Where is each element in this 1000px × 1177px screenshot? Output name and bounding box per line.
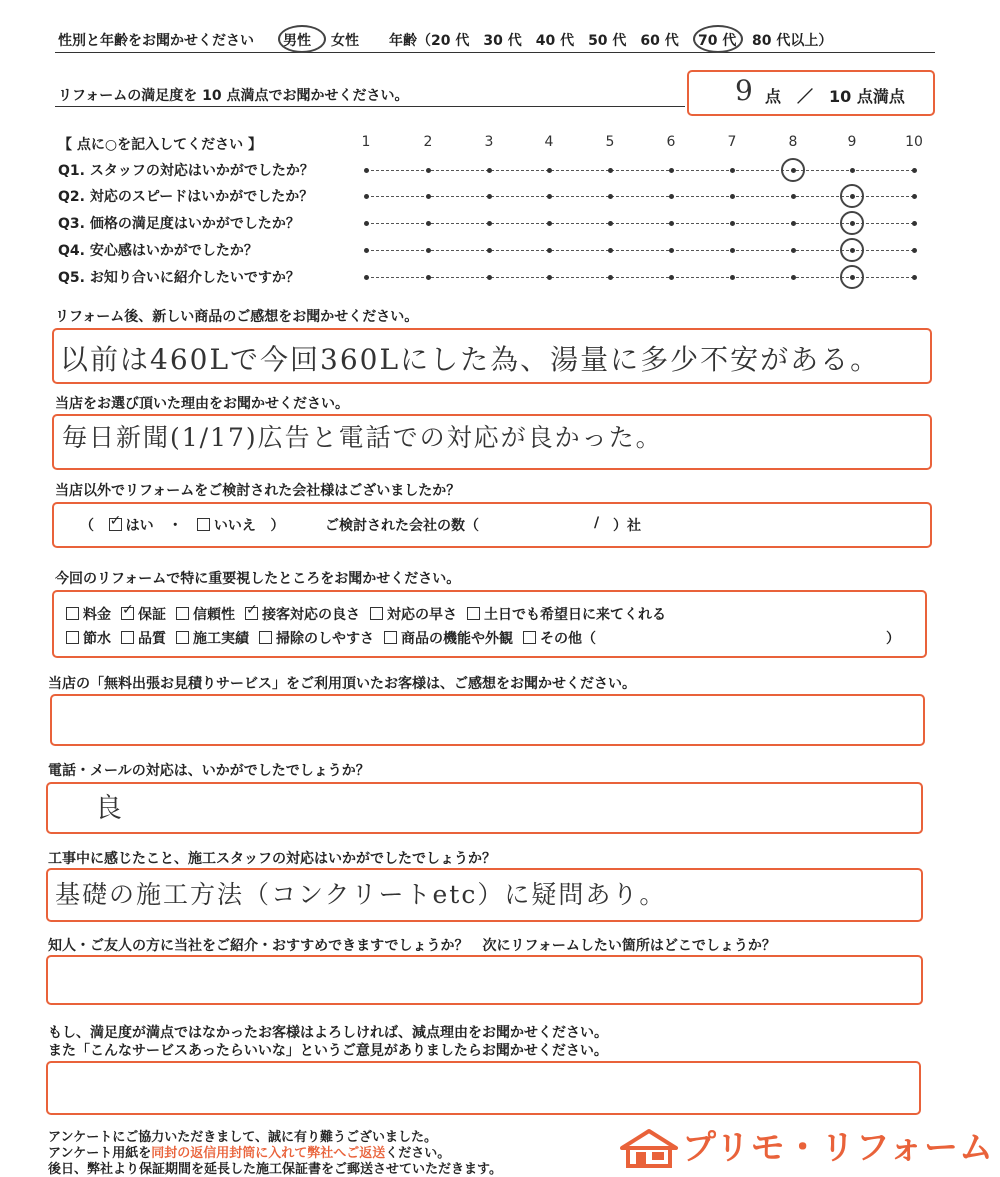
rating-dot[interactable] <box>608 248 613 253</box>
rating-dot[interactable] <box>791 194 796 199</box>
satisfaction-rule <box>55 106 685 107</box>
scale-tick-10: 10 <box>905 134 923 150</box>
rating-dot[interactable] <box>426 194 431 199</box>
rating-dot[interactable] <box>364 194 369 199</box>
priorities-row-2 <box>66 628 596 648</box>
gender-male: 男性 <box>283 33 311 49</box>
priority-option[interactable] <box>259 631 374 647</box>
rating-dot[interactable] <box>730 194 735 199</box>
checkbox-icon[interactable] <box>176 631 189 644</box>
priority-option[interactable] <box>66 607 111 623</box>
priority-option[interactable] <box>523 631 596 647</box>
rating-answer-circle-2 <box>840 184 864 208</box>
estimate-answer-box[interactable] <box>50 694 925 746</box>
priorities-other-close: ） <box>886 631 900 647</box>
priority-label: 施工実績 <box>193 631 249 647</box>
rating-dot[interactable] <box>912 221 917 226</box>
new-product-answer: 以前は460Lで今回360Lにした為、湯量に多少不安がある。 <box>60 343 881 376</box>
checkbox-icon[interactable] <box>523 631 536 644</box>
satisfaction-question: リフォームの満足度を 10 点満点でお聞かせください。 <box>58 88 409 104</box>
gender-male-circle <box>278 25 326 53</box>
rating-dot[interactable] <box>608 168 613 173</box>
gender-age-label: 性別と年齢をお聞かせください <box>58 33 254 49</box>
scale-tick-7: 7 <box>727 134 737 150</box>
brand-logo-text: プリモ・リフォーム <box>682 1128 994 1168</box>
scale-tick-9: 9 <box>847 134 857 150</box>
rating-dot[interactable] <box>487 221 492 226</box>
priority-option[interactable] <box>467 607 666 623</box>
rating-dot[interactable] <box>791 221 796 226</box>
scale-tick-6: 6 <box>666 134 676 150</box>
priority-label: 商品の機能や外観 <box>401 631 513 647</box>
phone-answer-box[interactable] <box>46 782 923 834</box>
age-options-rest: 80 代以上） <box>752 33 833 49</box>
checkbox-icon[interactable] <box>176 607 189 620</box>
rating-dot[interactable] <box>669 275 674 280</box>
construction-answer: 基礎の施工方法（コンクリートetc）に疑問あり。 <box>55 880 667 909</box>
scale-tick-2: 2 <box>423 134 433 150</box>
priorities-row-1 <box>66 604 666 624</box>
rating-dot[interactable] <box>669 248 674 253</box>
footer-return-highlight: 同封の返信用封筒に入れて弊社へご返送 <box>151 1146 386 1161</box>
checkbox-icon[interactable] <box>370 607 383 620</box>
rating-dot[interactable] <box>791 275 796 280</box>
rating-dot[interactable] <box>608 221 613 226</box>
footer-thanks: アンケートにご協力いただきまして、誠に有り難うございました。 <box>48 1130 437 1145</box>
priority-option[interactable] <box>66 631 111 647</box>
rating-dot[interactable] <box>426 275 431 280</box>
priority-label: 信頼性 <box>193 607 235 623</box>
reason-question: 当店をお選び頂いた理由をお聞かせください。 <box>55 396 349 412</box>
rating-question-1: Q1. スタッフの対応はいかがでしたか？ <box>58 163 314 179</box>
rating-dot[interactable] <box>487 275 492 280</box>
scale-tick-5: 5 <box>605 134 615 150</box>
priority-label: 接客対応の良さ <box>262 607 360 623</box>
yes-checkbox[interactable]: ✓ <box>109 513 122 529</box>
rating-dot[interactable] <box>850 168 855 173</box>
rating-question-3: Q3. 価格の満足度はいかがでしたか？ <box>58 216 300 232</box>
referral-question: 知人・ご友人の方に当社をご紹介・おすすめできますでしょうか？ 次にリフォームしたい箇所はどこでしょうか？ <box>48 938 776 954</box>
scale-tick-3: 3 <box>484 134 494 150</box>
rating-dot[interactable] <box>730 275 735 280</box>
no-checkbox[interactable] <box>197 518 210 531</box>
improvement-answer-box[interactable] <box>46 1061 921 1115</box>
rating-dot[interactable] <box>608 275 613 280</box>
yes-label: はい <box>125 518 154 534</box>
satisfaction-score-unit: 点 ／ 10 点満点 <box>765 87 905 106</box>
rating-line-1 <box>366 170 914 171</box>
rating-dot[interactable] <box>791 248 796 253</box>
rating-answer-circle-5 <box>840 265 864 289</box>
checkbox-icon[interactable] <box>121 631 134 644</box>
age-selected: 70 代 <box>698 33 737 49</box>
rating-dot[interactable] <box>547 194 552 199</box>
age-options: 年齢（20 代 30 代 40 代 50 代 60 代 <box>389 33 679 49</box>
priority-label: 料金 <box>83 607 111 623</box>
estimate-question: 当店の「無料出張お見積りサービス」をご利用頂いたお客様は、ご感想をお聞かせください。 <box>48 676 636 692</box>
rating-question-5: Q5. お知り合いに紹介したいですか？ <box>58 270 300 286</box>
checked-checkbox-icon[interactable]: ✓ <box>246 602 258 618</box>
rating-dot[interactable] <box>730 168 735 173</box>
reason-answer: 毎日新聞(1/17)広告と電話での対応が良かった。 <box>62 423 663 452</box>
rating-dot[interactable] <box>669 194 674 199</box>
rating-answer-circle-1 <box>781 158 805 182</box>
rating-dot[interactable] <box>487 194 492 199</box>
rating-dot[interactable] <box>730 248 735 253</box>
rating-question-4: Q4. 安心感はいかがでしたか？ <box>58 243 258 259</box>
footer-return: アンケート用紙を同封の返信用封筒に入れて弊社へご返送ください。 <box>48 1146 451 1161</box>
rating-dot[interactable] <box>912 194 917 199</box>
checkbox-icon[interactable] <box>259 631 272 644</box>
checkbox-icon[interactable] <box>66 607 79 620</box>
rating-dot[interactable] <box>608 194 613 199</box>
rating-dot[interactable] <box>547 275 552 280</box>
phone-question: 電話・メールの対応は、いかがでしたでしょうか？ <box>48 763 370 779</box>
rating-dot[interactable] <box>364 221 369 226</box>
rating-dot[interactable] <box>426 221 431 226</box>
company-count-suffix: ）社 <box>613 518 641 534</box>
priority-option[interactable] <box>384 631 513 647</box>
priority-option[interactable] <box>121 631 166 647</box>
referral-answer-box[interactable] <box>46 955 923 1005</box>
rating-line-5 <box>366 277 914 278</box>
priority-option[interactable] <box>176 607 235 623</box>
checked-checkbox-icon[interactable]: ✓ <box>122 602 134 618</box>
no-label: いいえ <box>213 518 256 534</box>
rating-dot[interactable] <box>547 248 552 253</box>
rating-dot[interactable] <box>364 275 369 280</box>
construction-question: 工事中に感じたこと、施工スタッフの対応はいかがでしたでしょうか？ <box>48 851 496 867</box>
priority-label: 節水 <box>83 631 111 647</box>
rating-dot[interactable] <box>426 248 431 253</box>
rating-dot[interactable] <box>487 248 492 253</box>
new-product-question: リフォーム後、新しい商品のご感想をお聞かせください。 <box>55 309 419 325</box>
rating-dot[interactable] <box>669 221 674 226</box>
priority-option[interactable] <box>121 602 166 623</box>
company-count-label: ご検討された会社の数（ <box>325 518 479 534</box>
checkbox-icon[interactable] <box>467 607 480 620</box>
rating-dot[interactable] <box>912 275 917 280</box>
other-companies-options: （ ✓ はい ・ いいえ ） <box>80 513 285 534</box>
priority-option[interactable] <box>370 607 457 623</box>
scale-tick-1: 1 <box>361 134 371 150</box>
priority-label: 掃除のしやすさ <box>276 631 374 647</box>
phone-answer: 良 <box>95 793 124 824</box>
rating-dot[interactable] <box>547 221 552 226</box>
rating-answer-circle-4 <box>840 238 864 262</box>
priorities-question: 今回のリフォームで特に重要視したところをお聞かせください。 <box>55 571 461 587</box>
gender-female: 女性 <box>331 33 359 49</box>
priority-option[interactable] <box>176 631 249 647</box>
improvement-question-1: もし、満足度が満点ではなかったお客様はよろしければ、減点理由をお聞かせください。 <box>48 1025 608 1041</box>
other-companies-question: 当店以外でリフォームをご検討された会社様はございましたか？ <box>55 483 461 499</box>
rating-line-3 <box>366 223 914 224</box>
rating-line-4 <box>366 250 914 251</box>
rating-dot[interactable] <box>669 168 674 173</box>
priority-label: 保証 <box>138 607 166 623</box>
rating-line-2 <box>366 196 914 197</box>
priority-option[interactable] <box>245 602 360 623</box>
priority-label: 対応の早さ <box>387 607 457 623</box>
top-rule <box>55 52 935 53</box>
rating-dot[interactable] <box>912 168 917 173</box>
checkbox-icon[interactable] <box>66 631 79 644</box>
rating-dot[interactable] <box>364 168 369 173</box>
rating-dot[interactable] <box>364 248 369 253</box>
rating-answer-circle-3 <box>840 211 864 235</box>
priority-label: 土日でも希望日に来てくれる <box>484 607 666 623</box>
checkbox-icon[interactable] <box>384 631 397 644</box>
priority-label: 品質 <box>138 631 166 647</box>
age-selected-circle <box>693 25 743 53</box>
scale-tick-8: 8 <box>788 134 798 150</box>
priority-label: その他（ <box>540 631 596 647</box>
rating-instruction: 【 点に○を記入してください 】 <box>58 137 262 153</box>
rating-dot[interactable] <box>730 221 735 226</box>
rating-dot[interactable] <box>426 168 431 173</box>
satisfaction-score: 9 <box>735 74 755 107</box>
footer-warranty: 後日、弊社より保証期間を延長した施工保証書をご郵送させていただきます。 <box>48 1162 502 1177</box>
rating-dot[interactable] <box>912 248 917 253</box>
house-logo-icon <box>618 1128 680 1172</box>
company-count-value: / <box>594 515 600 531</box>
rating-dot[interactable] <box>487 168 492 173</box>
improvement-question-2: また「こんなサービスあったらいいな」というご意見がありましたらお聞かせください。 <box>48 1043 608 1059</box>
rating-dot[interactable] <box>547 168 552 173</box>
scale-tick-4: 4 <box>544 134 554 150</box>
rating-question-2: Q2. 対応のスピードはいかがでしたか？ <box>58 189 314 205</box>
